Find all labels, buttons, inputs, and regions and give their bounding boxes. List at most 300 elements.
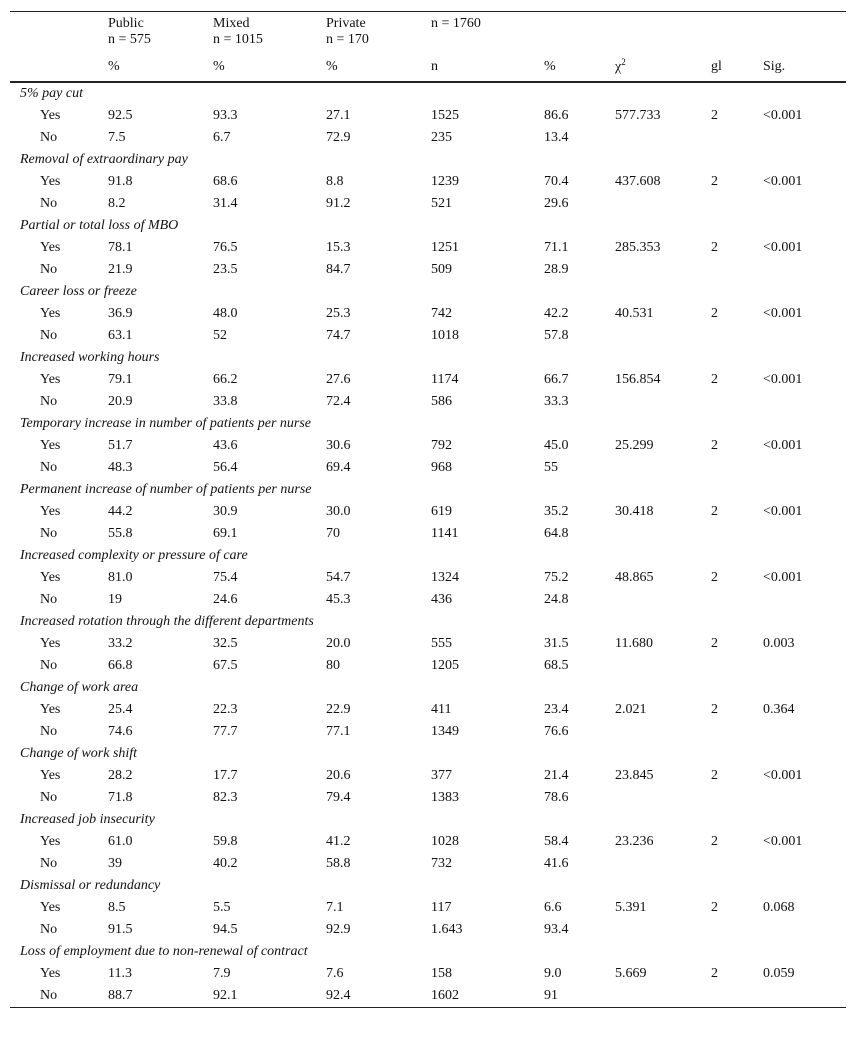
cell-row-label: Yes bbox=[40, 702, 61, 717]
cell-mixed-pct: 77.7 bbox=[213, 724, 238, 739]
cell-private-pct: 7.6 bbox=[326, 966, 344, 981]
cell-mixed-pct: 5.5 bbox=[213, 900, 231, 915]
cell-sig: <0.001 bbox=[763, 306, 803, 321]
group-label: Change of work area bbox=[20, 680, 139, 695]
cell-chi-square: 5.391 bbox=[615, 900, 647, 915]
cell-chi-square bbox=[615, 457, 711, 479]
cell-chi-square: 156.854 bbox=[615, 372, 661, 387]
column-header-total-pct: % bbox=[544, 52, 615, 82]
cell-public-pct: 44.2 bbox=[108, 504, 133, 519]
cell-mixed-pct: 76.5 bbox=[213, 240, 238, 255]
cell-total-pct: 66.7 bbox=[544, 372, 569, 387]
cell-public-pct: 71.8 bbox=[108, 790, 133, 805]
cell-gl: 2 bbox=[711, 504, 718, 519]
cell-chi-square: 11.680 bbox=[615, 636, 653, 651]
cell-sig: <0.001 bbox=[763, 438, 803, 453]
cell-gl bbox=[711, 457, 763, 479]
header-empty-cell bbox=[431, 32, 544, 52]
cell-chi-square: 40.531 bbox=[615, 306, 654, 321]
cell-row-label: Yes bbox=[40, 570, 61, 585]
cell-total-pct: 58.4 bbox=[544, 834, 569, 849]
cell-private-pct: 58.8 bbox=[326, 856, 351, 871]
group-label: Increased working hours bbox=[20, 350, 160, 365]
group-row bbox=[10, 215, 846, 237]
group-row bbox=[10, 479, 846, 501]
cell-public-pct: 21.9 bbox=[108, 262, 133, 277]
cell-row-label: No bbox=[40, 460, 58, 475]
cell-sig bbox=[763, 127, 846, 149]
table-header bbox=[10, 12, 846, 82]
table-row-yes bbox=[10, 963, 846, 985]
cell-gl: 2 bbox=[711, 636, 718, 651]
cell-total-n: 1.643 bbox=[431, 922, 463, 937]
cell-total-pct: 24.8 bbox=[544, 592, 569, 607]
cell-chi-square: 23.236 bbox=[615, 834, 654, 849]
cell-total-pct: 31.5 bbox=[544, 636, 569, 651]
cell-sig bbox=[763, 523, 846, 545]
cell-gl bbox=[711, 655, 763, 677]
group-row bbox=[10, 281, 846, 303]
table-row-no bbox=[10, 853, 846, 875]
cell-public-pct: 28.2 bbox=[108, 768, 133, 783]
table-row-no bbox=[10, 985, 846, 1007]
header-empty-cell bbox=[711, 32, 763, 52]
group-row bbox=[10, 545, 846, 567]
cell-total-n: 1239 bbox=[431, 174, 459, 189]
cell-private-pct: 77.1 bbox=[326, 724, 351, 739]
cell-total-n: 555 bbox=[431, 636, 452, 651]
cell-mixed-pct: 56.4 bbox=[213, 460, 238, 475]
cell-row-label: No bbox=[40, 790, 58, 805]
cell-total-n: 1205 bbox=[431, 658, 459, 673]
cell-mixed-pct: 31.4 bbox=[213, 196, 238, 211]
cell-total-n: 521 bbox=[431, 196, 452, 211]
cell-sig bbox=[763, 853, 846, 875]
cell-chi-square: 25.299 bbox=[615, 438, 654, 453]
cell-public-pct: 74.6 bbox=[108, 724, 133, 739]
table-row-no bbox=[10, 391, 846, 413]
cell-private-pct: 20.6 bbox=[326, 768, 351, 783]
table-row-yes bbox=[10, 435, 846, 457]
cell-chi-square: 48.865 bbox=[615, 570, 654, 585]
cell-total-n: 235 bbox=[431, 130, 452, 145]
cell-chi-square bbox=[615, 127, 711, 149]
cell-public-pct: 39 bbox=[108, 856, 122, 871]
cell-sig: 0.364 bbox=[763, 702, 795, 717]
cell-gl bbox=[711, 259, 763, 281]
cell-public-pct: 66.8 bbox=[108, 658, 133, 673]
cell-sig: <0.001 bbox=[763, 570, 803, 585]
cell-gl bbox=[711, 787, 763, 809]
cell-total-pct: 70.4 bbox=[544, 174, 569, 189]
cell-public-pct: 33.2 bbox=[108, 636, 133, 651]
cell-gl: 2 bbox=[711, 306, 718, 321]
cell-mixed-pct: 33.8 bbox=[213, 394, 238, 409]
cell-sig bbox=[763, 919, 846, 941]
header-empty-cell bbox=[763, 32, 846, 52]
cell-mixed-pct: 68.6 bbox=[213, 174, 238, 189]
cell-gl bbox=[711, 589, 763, 611]
cell-total-pct: 23.4 bbox=[544, 702, 569, 717]
table-row-no bbox=[10, 193, 846, 215]
cell-private-pct: 8.8 bbox=[326, 174, 344, 189]
table-row-no bbox=[10, 655, 846, 677]
cell-sig bbox=[763, 325, 846, 347]
cell-private-pct: 30.0 bbox=[326, 504, 351, 519]
cell-chi-square bbox=[615, 193, 711, 215]
cell-gl: 2 bbox=[711, 108, 718, 123]
cell-mixed-pct: 7.9 bbox=[213, 966, 231, 981]
cell-gl: 2 bbox=[711, 768, 718, 783]
cell-private-pct: 70 bbox=[326, 526, 340, 541]
header-empty-cell bbox=[10, 32, 108, 52]
cell-mixed-pct: 59.8 bbox=[213, 834, 238, 849]
cell-row-label: Yes bbox=[40, 306, 61, 321]
cell-mixed-pct: 43.6 bbox=[213, 438, 238, 453]
column-header-sig: Sig. bbox=[763, 52, 846, 82]
cell-total-n: 619 bbox=[431, 504, 452, 519]
column-header-total-n: n bbox=[431, 52, 544, 82]
cell-private-pct: 69.4 bbox=[326, 460, 351, 475]
cell-mixed-pct: 22.3 bbox=[213, 702, 238, 717]
cell-row-label: No bbox=[40, 328, 58, 343]
table-row-yes bbox=[10, 303, 846, 325]
cell-private-pct: 27.1 bbox=[326, 108, 351, 123]
cell-total-pct: 35.2 bbox=[544, 504, 569, 519]
cell-sig: <0.001 bbox=[763, 174, 803, 189]
results-table-container bbox=[10, 11, 846, 1008]
cell-gl: 2 bbox=[711, 834, 718, 849]
cell-private-pct: 45.3 bbox=[326, 592, 351, 607]
cell-private-pct: 92.9 bbox=[326, 922, 351, 937]
group-row bbox=[10, 82, 846, 105]
cell-mixed-pct: 67.5 bbox=[213, 658, 238, 673]
cell-mixed-pct: 94.5 bbox=[213, 922, 238, 937]
cell-total-pct: 91 bbox=[544, 988, 558, 1003]
cell-row-label: Yes bbox=[40, 504, 61, 519]
cell-sig bbox=[763, 391, 846, 413]
cell-total-pct: 9.0 bbox=[544, 966, 562, 981]
cell-total-n: 158 bbox=[431, 966, 452, 981]
cell-row-label: Yes bbox=[40, 834, 61, 849]
cell-total-n: 1028 bbox=[431, 834, 459, 849]
cell-private-pct: 92.4 bbox=[326, 988, 351, 1003]
group-label: Loss of employment due to non-renewal of contract bbox=[20, 944, 308, 959]
cell-total-n: 1602 bbox=[431, 988, 459, 1003]
header-empty-cell bbox=[763, 12, 846, 32]
cell-gl: 2 bbox=[711, 570, 718, 585]
cell-mixed-pct: 30.9 bbox=[213, 504, 238, 519]
table-row-yes bbox=[10, 567, 846, 589]
cell-chi-square bbox=[615, 721, 711, 743]
cell-sig bbox=[763, 457, 846, 479]
cell-chi-square bbox=[615, 391, 711, 413]
group-row bbox=[10, 677, 846, 699]
cell-private-pct: 30.6 bbox=[326, 438, 351, 453]
group-label: Increased job insecurity bbox=[20, 812, 155, 827]
cell-gl bbox=[711, 391, 763, 413]
cell-public-pct: 79.1 bbox=[108, 372, 133, 387]
cell-row-label: No bbox=[40, 526, 58, 541]
cell-chi-square bbox=[615, 985, 711, 1007]
table-row-no bbox=[10, 523, 846, 545]
cell-public-pct: 51.7 bbox=[108, 438, 133, 453]
cell-public-pct: 81.0 bbox=[108, 570, 133, 585]
cell-total-n: 1174 bbox=[431, 372, 459, 387]
cell-chi-square: 23.845 bbox=[615, 768, 654, 783]
cell-private-pct: 72.9 bbox=[326, 130, 351, 145]
cell-private-pct: 74.7 bbox=[326, 328, 351, 343]
header-empty-cell bbox=[544, 32, 615, 52]
cell-chi-square: 2.021 bbox=[615, 702, 647, 717]
group-row bbox=[10, 611, 846, 633]
cell-sig: <0.001 bbox=[763, 504, 803, 519]
cell-gl bbox=[711, 325, 763, 347]
table-row-no bbox=[10, 325, 846, 347]
cell-gl bbox=[711, 919, 763, 941]
table-row-no bbox=[10, 457, 846, 479]
cell-sig: 0.003 bbox=[763, 636, 795, 651]
header-n-public: n = 575 bbox=[108, 32, 151, 47]
cell-row-label: Yes bbox=[40, 768, 61, 783]
cell-mixed-pct: 75.4 bbox=[213, 570, 238, 585]
table-row-yes bbox=[10, 171, 846, 193]
group-label: Removal of extraordinary pay bbox=[20, 152, 188, 167]
cell-chi-square bbox=[615, 589, 711, 611]
group-label: 5% pay cut bbox=[20, 86, 83, 101]
cell-row-label: No bbox=[40, 988, 58, 1003]
cell-public-pct: 25.4 bbox=[108, 702, 133, 717]
header-empty-cell bbox=[10, 12, 108, 32]
cell-total-pct: 68.5 bbox=[544, 658, 569, 673]
cell-total-pct: 33.3 bbox=[544, 394, 569, 409]
cell-chi-square: 577.733 bbox=[615, 108, 661, 123]
header-empty-cell bbox=[615, 32, 711, 52]
header-n-row bbox=[10, 32, 846, 52]
cell-row-label: Yes bbox=[40, 636, 61, 651]
cell-sig bbox=[763, 193, 846, 215]
group-row bbox=[10, 809, 846, 831]
column-header-private-pct: % bbox=[326, 52, 431, 82]
cell-row-label: Yes bbox=[40, 240, 61, 255]
table-row-no bbox=[10, 919, 846, 941]
cell-total-pct: 75.2 bbox=[544, 570, 569, 585]
cell-total-pct: 76.6 bbox=[544, 724, 569, 739]
cell-sig bbox=[763, 259, 846, 281]
cell-gl bbox=[711, 193, 763, 215]
cell-gl bbox=[711, 127, 763, 149]
cell-row-label: No bbox=[40, 658, 58, 673]
cell-gl: 2 bbox=[711, 174, 718, 189]
cell-total-n: 117 bbox=[431, 900, 452, 915]
cell-sig bbox=[763, 589, 846, 611]
cell-mixed-pct: 40.2 bbox=[213, 856, 238, 871]
cell-total-pct: 55 bbox=[544, 460, 558, 475]
group-row bbox=[10, 413, 846, 435]
table-row-yes bbox=[10, 897, 846, 919]
cell-total-n: 1141 bbox=[431, 526, 459, 541]
table-row-yes bbox=[10, 105, 846, 127]
cell-total-n: 1349 bbox=[431, 724, 459, 739]
cell-row-label: No bbox=[40, 724, 58, 739]
cell-public-pct: 19 bbox=[108, 592, 122, 607]
cell-mixed-pct: 93.3 bbox=[213, 108, 238, 123]
table-row-no bbox=[10, 721, 846, 743]
cell-row-label: No bbox=[40, 856, 58, 871]
header-group-mixed: Mixed bbox=[213, 16, 250, 31]
cell-total-n: 1383 bbox=[431, 790, 459, 805]
table-row-yes bbox=[10, 831, 846, 853]
cell-private-pct: 41.2 bbox=[326, 834, 351, 849]
cell-sig bbox=[763, 655, 846, 677]
cell-total-n: 732 bbox=[431, 856, 452, 871]
column-header-mixed-pct: % bbox=[213, 52, 326, 82]
cell-public-pct: 11.3 bbox=[108, 966, 132, 981]
cell-total-pct: 71.1 bbox=[544, 240, 569, 255]
cell-row-label: Yes bbox=[40, 966, 61, 981]
cell-private-pct: 25.3 bbox=[326, 306, 351, 321]
cell-row-label: Yes bbox=[40, 372, 61, 387]
group-label: Temporary increase in number of patients per nurse bbox=[20, 416, 311, 431]
cell-private-pct: 54.7 bbox=[326, 570, 351, 585]
header-group-row bbox=[10, 12, 846, 32]
cell-row-label: No bbox=[40, 130, 58, 145]
cell-public-pct: 91.5 bbox=[108, 922, 133, 937]
cell-mixed-pct: 92.1 bbox=[213, 988, 238, 1003]
cell-gl: 2 bbox=[711, 438, 718, 453]
cell-public-pct: 36.9 bbox=[108, 306, 133, 321]
cell-total-pct: 41.6 bbox=[544, 856, 569, 871]
cell-sig: <0.001 bbox=[763, 372, 803, 387]
cell-chi-square bbox=[615, 523, 711, 545]
cell-gl: 2 bbox=[711, 702, 718, 717]
cell-gl: 2 bbox=[711, 372, 718, 387]
cell-public-pct: 7.5 bbox=[108, 130, 126, 145]
cell-mixed-pct: 82.3 bbox=[213, 790, 238, 805]
group-label: Increased complexity or pressure of care bbox=[20, 548, 248, 563]
header-n-mixed: n = 1015 bbox=[213, 32, 263, 47]
header-n-private: n = 170 bbox=[326, 32, 369, 47]
cell-public-pct: 92.5 bbox=[108, 108, 133, 123]
table-row-no bbox=[10, 259, 846, 281]
cell-public-pct: 63.1 bbox=[108, 328, 133, 343]
cell-row-label: No bbox=[40, 592, 58, 607]
cell-total-n: 586 bbox=[431, 394, 452, 409]
cell-gl: 2 bbox=[711, 240, 718, 255]
cell-public-pct: 48.3 bbox=[108, 460, 133, 475]
cell-row-label: No bbox=[40, 394, 58, 409]
column-header-public-pct: % bbox=[108, 52, 213, 82]
cell-mixed-pct: 69.1 bbox=[213, 526, 238, 541]
column-header-gl: gl bbox=[711, 52, 763, 82]
cell-total-pct: 93.4 bbox=[544, 922, 569, 937]
cell-gl: 2 bbox=[711, 966, 718, 981]
cell-private-pct: 15.3 bbox=[326, 240, 351, 255]
cell-total-n: 1525 bbox=[431, 108, 459, 123]
cell-mixed-pct: 6.7 bbox=[213, 130, 231, 145]
cell-public-pct: 61.0 bbox=[108, 834, 133, 849]
column-header-chi-square bbox=[615, 52, 711, 82]
cell-total-pct: 45.0 bbox=[544, 438, 569, 453]
cell-public-pct: 88.7 bbox=[108, 988, 133, 1003]
cell-total-pct: 21.4 bbox=[544, 768, 569, 783]
cell-row-label: Yes bbox=[40, 438, 61, 453]
cell-gl: 2 bbox=[711, 900, 718, 915]
cell-chi-square bbox=[615, 853, 711, 875]
group-row bbox=[10, 149, 846, 171]
cell-total-n: 436 bbox=[431, 592, 452, 607]
cell-mixed-pct: 17.7 bbox=[213, 768, 238, 783]
cell-sig: 0.059 bbox=[763, 966, 795, 981]
cell-total-n: 792 bbox=[431, 438, 452, 453]
cell-chi-square: 30.418 bbox=[615, 504, 654, 519]
cell-total-n: 411 bbox=[431, 702, 452, 717]
cell-mixed-pct: 32.5 bbox=[213, 636, 238, 651]
cell-chi-square: 5.669 bbox=[615, 966, 647, 981]
cell-sig bbox=[763, 721, 846, 743]
table-row-yes bbox=[10, 765, 846, 787]
column-header-variable bbox=[10, 52, 108, 82]
header-empty-cell bbox=[711, 12, 763, 32]
table-row-yes bbox=[10, 699, 846, 721]
chi-superscript: 2 bbox=[621, 57, 626, 68]
cell-total-pct: 78.6 bbox=[544, 790, 569, 805]
cell-row-label: No bbox=[40, 196, 58, 211]
cell-sig: 0.068 bbox=[763, 900, 795, 915]
group-row bbox=[10, 743, 846, 765]
cell-chi-square bbox=[615, 919, 711, 941]
cell-public-pct: 8.2 bbox=[108, 196, 126, 211]
cell-mixed-pct: 66.2 bbox=[213, 372, 238, 387]
cell-total-n: 968 bbox=[431, 460, 452, 475]
table-row-yes bbox=[10, 633, 846, 655]
cell-chi-square: 285.353 bbox=[615, 240, 661, 255]
chi-symbol: χ bbox=[615, 59, 622, 75]
group-label: Partial or total loss of MBO bbox=[20, 218, 179, 233]
cell-total-pct: 13.4 bbox=[544, 130, 569, 145]
cell-sig: <0.001 bbox=[763, 240, 803, 255]
group-label: Permanent increase of number of patients per nurse bbox=[20, 482, 312, 497]
cell-total-n: 742 bbox=[431, 306, 452, 321]
cell-chi-square bbox=[615, 325, 711, 347]
cell-row-label: Yes bbox=[40, 174, 61, 189]
header-group-public: Public bbox=[108, 16, 144, 31]
cell-private-pct: 91.2 bbox=[326, 196, 351, 211]
cell-gl bbox=[711, 985, 763, 1007]
cell-public-pct: 8.5 bbox=[108, 900, 126, 915]
group-row bbox=[10, 347, 846, 369]
table-row-yes bbox=[10, 501, 846, 523]
cell-private-pct: 7.1 bbox=[326, 900, 344, 915]
group-label: Change of work shift bbox=[20, 746, 138, 761]
table-row-yes bbox=[10, 369, 846, 391]
cell-total-n: 1018 bbox=[431, 328, 459, 343]
cell-private-pct: 27.6 bbox=[326, 372, 351, 387]
cell-total-n: 509 bbox=[431, 262, 452, 277]
group-label: Increased rotation through the different departments bbox=[20, 614, 314, 629]
table-row-no bbox=[10, 127, 846, 149]
cell-row-label: No bbox=[40, 922, 58, 937]
cell-total-n: 1251 bbox=[431, 240, 459, 255]
cell-total-pct: 28.9 bbox=[544, 262, 569, 277]
cell-total-pct: 29.6 bbox=[544, 196, 569, 211]
group-label: Career loss or freeze bbox=[20, 284, 137, 299]
cell-private-pct: 20.0 bbox=[326, 636, 351, 651]
cell-total-pct: 57.8 bbox=[544, 328, 569, 343]
cell-gl bbox=[711, 721, 763, 743]
cell-sig: <0.001 bbox=[763, 768, 803, 783]
cell-chi-square bbox=[615, 259, 711, 281]
